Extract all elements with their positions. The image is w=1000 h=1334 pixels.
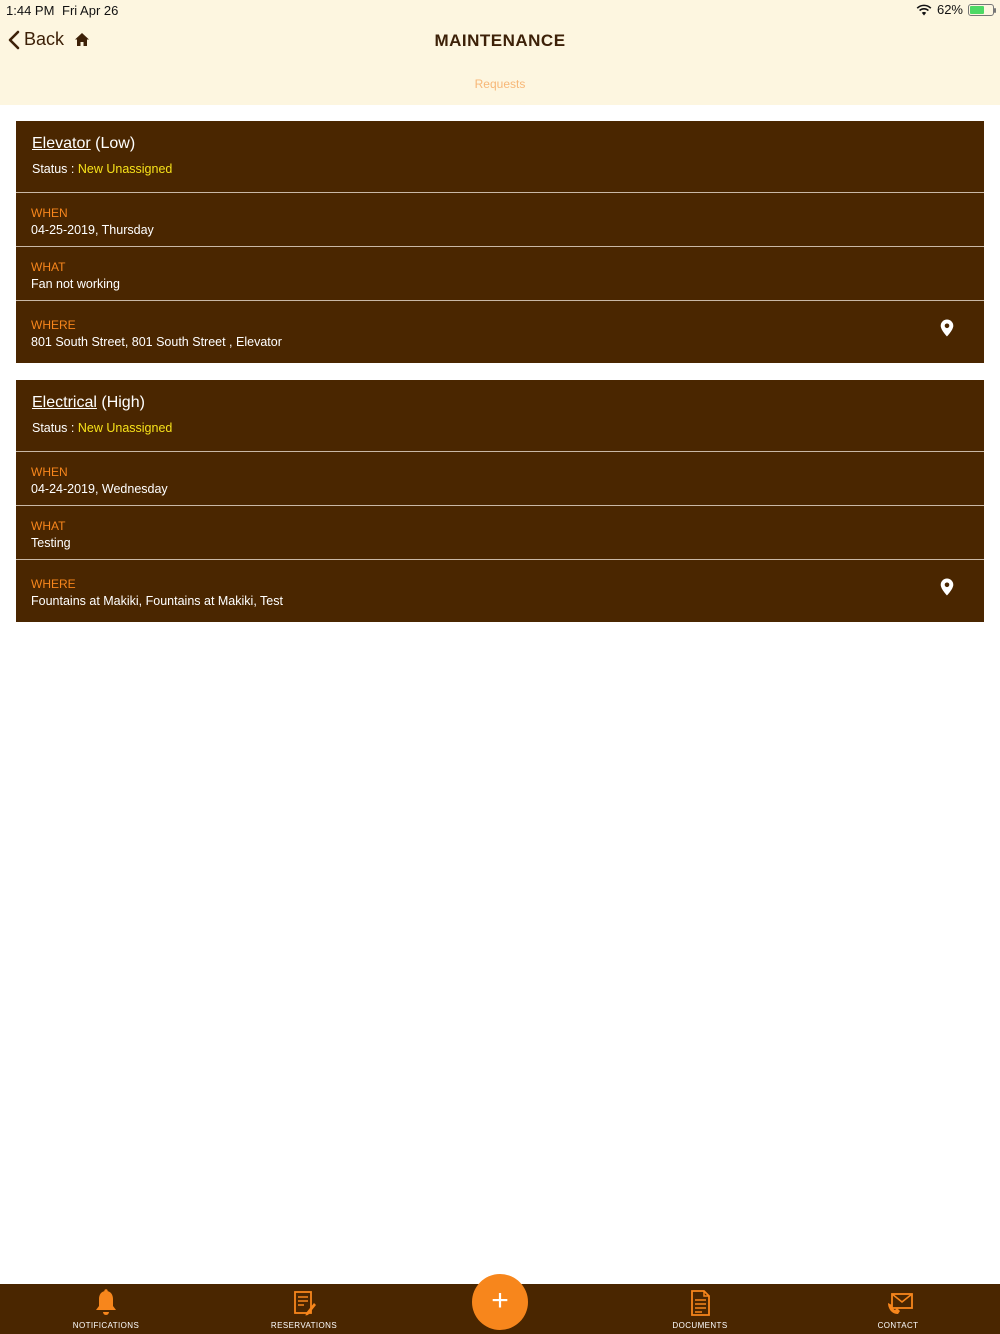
tab-notifications-label: NOTIFICATIONS (72, 1321, 140, 1330)
tab-reservations-label: RESERVATIONS (270, 1321, 338, 1330)
what-label: WHAT (31, 519, 66, 533)
status-right (916, 2, 994, 17)
when-label: WHEN (31, 206, 68, 220)
where-label: WHERE (31, 318, 76, 332)
request-category-link[interactable]: Electrical (32, 394, 97, 411)
tab-notifications[interactable] (46, 1284, 166, 1334)
sub-tab (0, 77, 1000, 91)
what-value: Testing (31, 536, 71, 550)
chevron-left-icon (8, 30, 20, 50)
request-status (32, 421, 968, 435)
tab-reservations[interactable] (244, 1284, 364, 1334)
request-header (16, 380, 984, 452)
request-priority: (High) (101, 394, 145, 411)
tab-contact-label: CONTACT (877, 1321, 919, 1330)
status-date: Fri Apr 26 (62, 3, 119, 18)
request-header (16, 121, 984, 193)
battery-percent: 62% (936, 2, 963, 17)
back-label: Back (24, 29, 65, 49)
request-title (32, 135, 968, 153)
page-title: MAINTENANCE (434, 31, 566, 50)
bell-icon (94, 1289, 118, 1317)
tab-contact[interactable] (838, 1284, 958, 1334)
location-pin-icon[interactable] (940, 578, 954, 596)
status-value: New Unassigned (77, 421, 173, 435)
what-row (16, 247, 984, 301)
request-category-link[interactable]: Elevator (32, 135, 91, 152)
request-card[interactable] (16, 121, 984, 363)
status-bar (0, 0, 1000, 20)
where-row (16, 301, 984, 363)
what-label: WHAT (31, 260, 66, 274)
when-row (16, 452, 984, 506)
location-pin-icon[interactable] (940, 319, 954, 337)
tab-documents[interactable] (640, 1284, 760, 1334)
status-label: Status : (32, 421, 78, 435)
document-icon (688, 1289, 712, 1317)
when-row (16, 193, 984, 247)
header (0, 0, 1000, 105)
when-value: 04-24-2019, Wednesday (31, 482, 168, 496)
where-value: Fountains at Makiki, Fountains at Makiki, Test (31, 594, 283, 608)
wifi-icon (916, 4, 932, 16)
reservation-icon (292, 1289, 318, 1317)
where-label: WHERE (31, 577, 76, 591)
where-value: 801 South Street, 801 South Street , Elevator (31, 335, 282, 349)
request-priority: (Low) (95, 135, 136, 152)
status-value: New Unassigned (77, 162, 173, 176)
what-row (16, 506, 984, 560)
status-time: 1:44 PM (6, 3, 55, 18)
when-label: WHEN (31, 465, 68, 479)
back-button[interactable] (8, 29, 64, 50)
add-request-button[interactable]: + (472, 1274, 528, 1330)
contact-mail-icon (886, 1289, 914, 1317)
status-label: Status : (32, 162, 78, 176)
request-status (32, 162, 968, 176)
request-card[interactable] (16, 380, 984, 622)
battery-icon (968, 4, 994, 16)
where-row (16, 560, 984, 622)
what-value: Fan not working (31, 277, 120, 291)
when-value: 04-25-2019, Thursday (31, 223, 154, 237)
request-title (32, 394, 968, 412)
home-button[interactable] (74, 32, 90, 52)
tab-documents-label: DOCUMENTS (672, 1321, 728, 1330)
tab-requests[interactable]: Requests (474, 77, 526, 91)
home-icon (74, 32, 90, 47)
